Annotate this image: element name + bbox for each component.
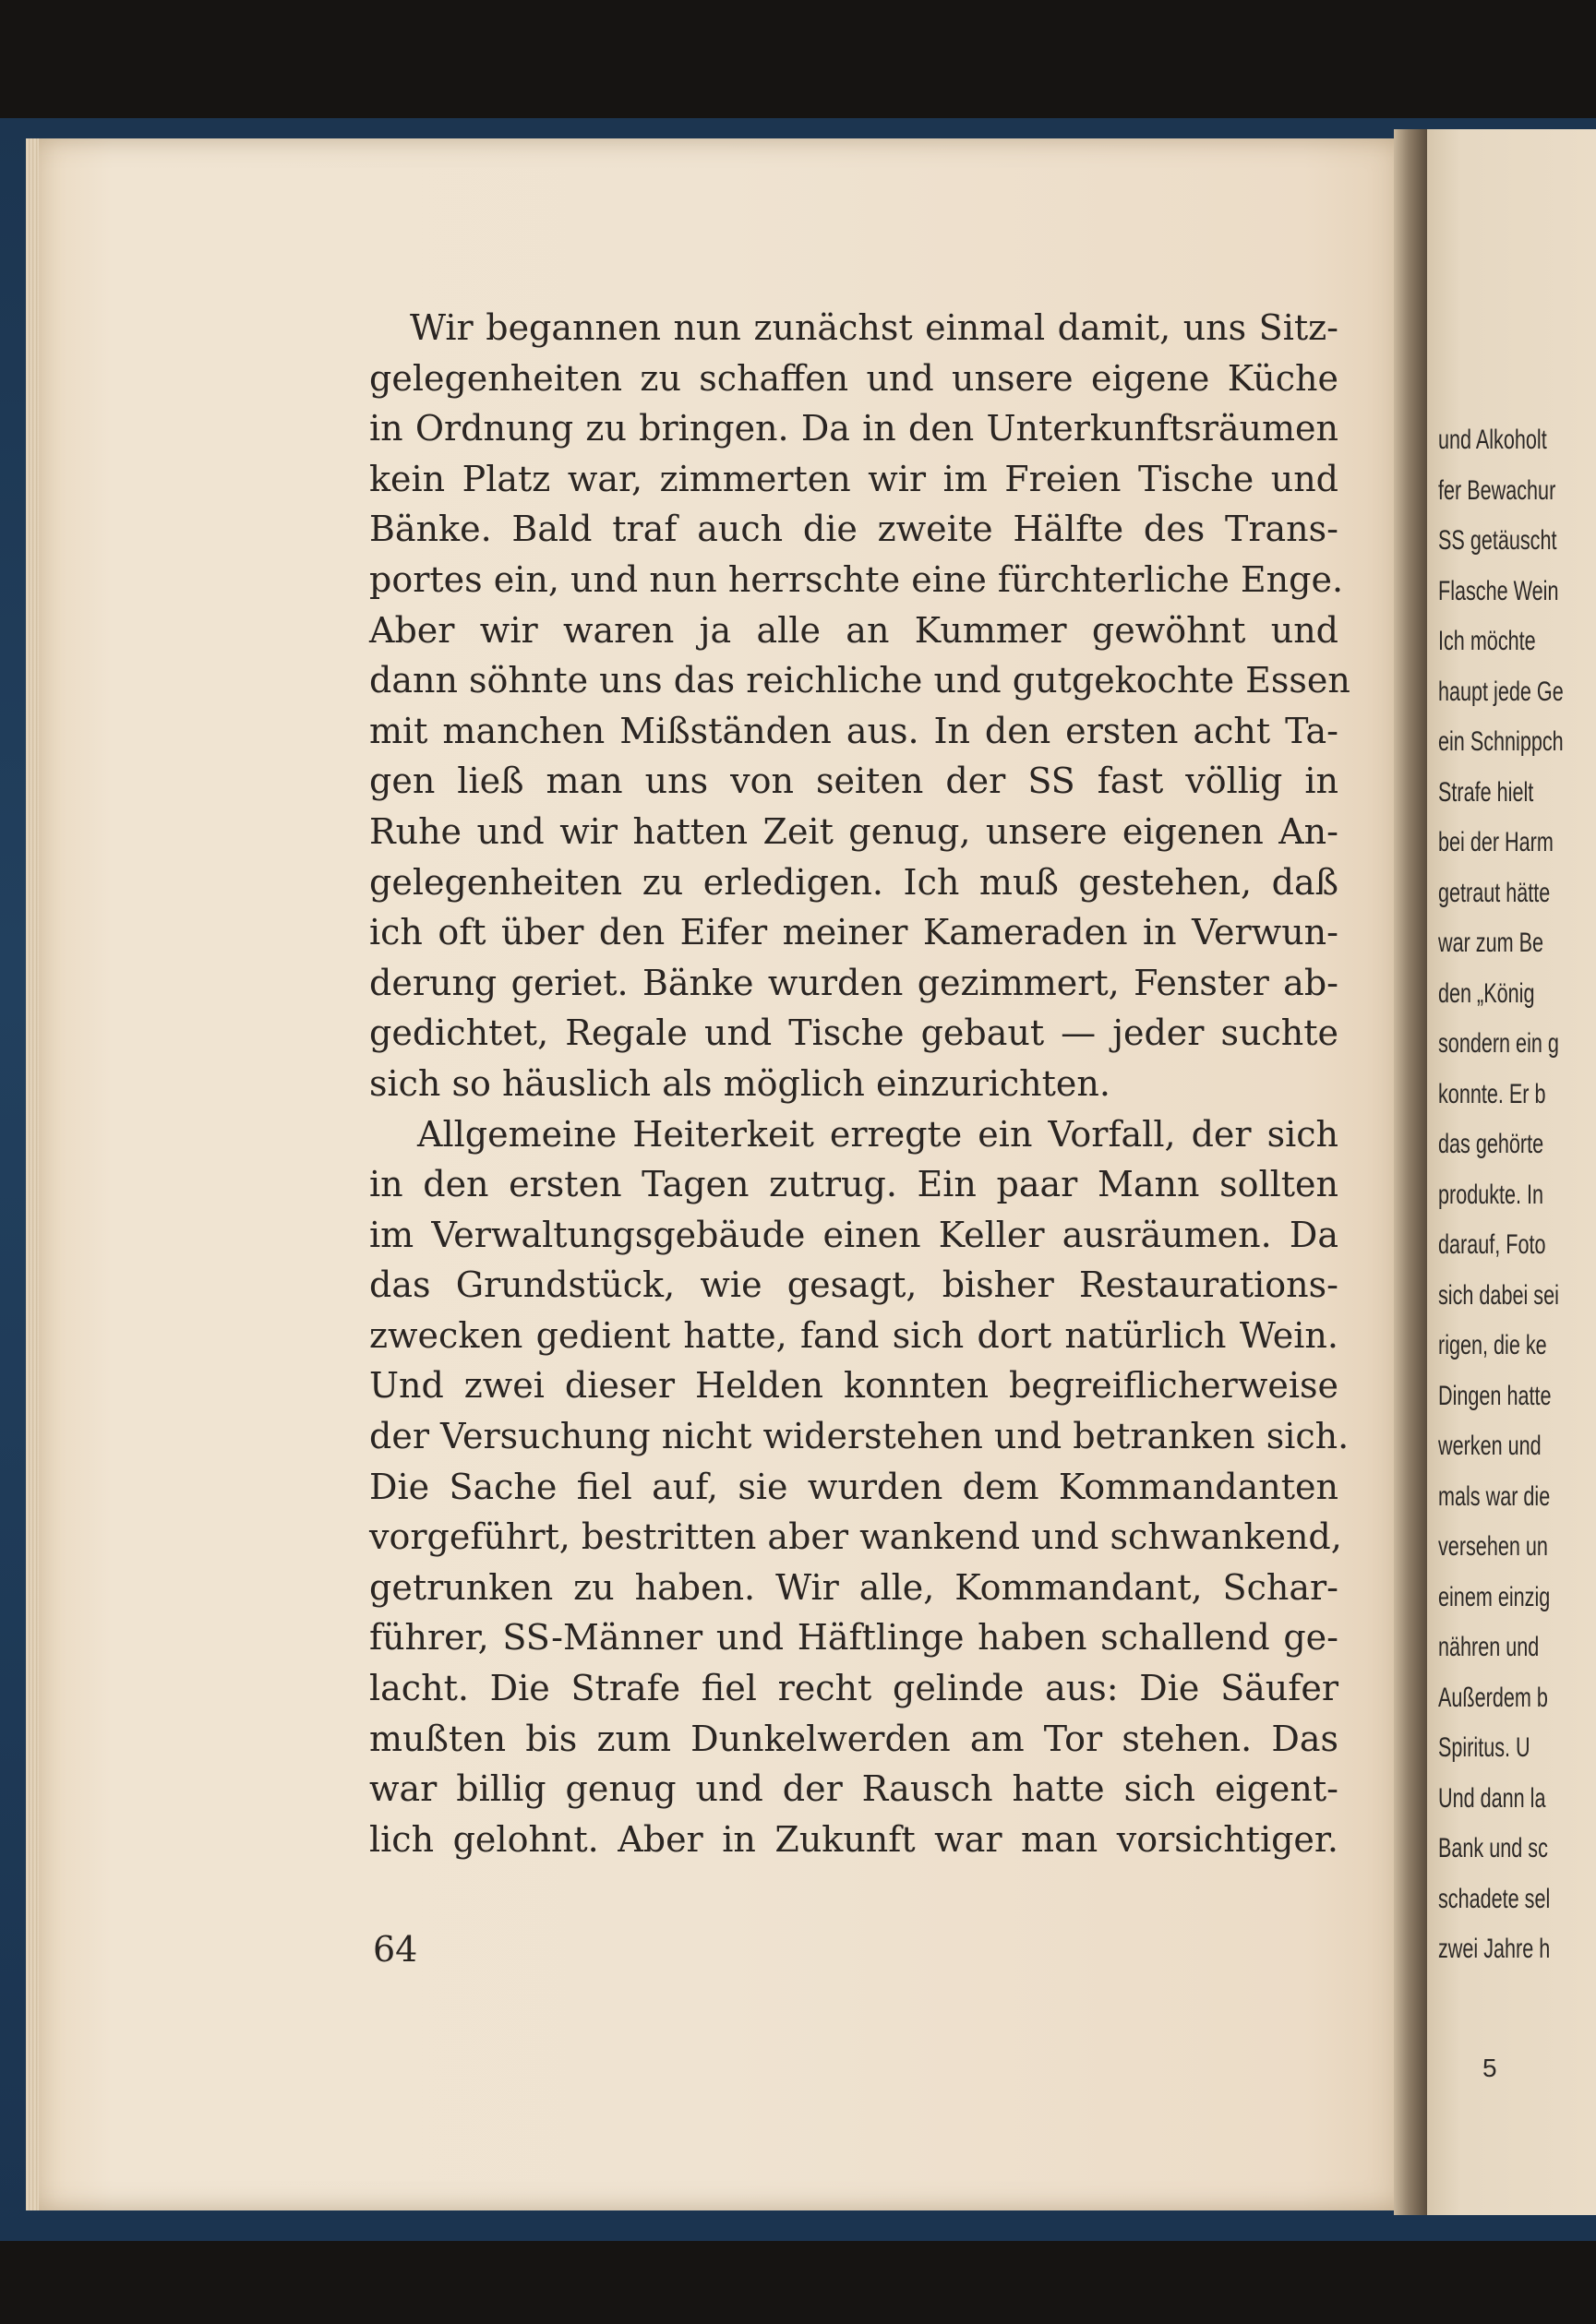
text-line: sondern ein g [1438, 1028, 1559, 1059]
text-line: Und dann la [1438, 1782, 1546, 1814]
text-line: getrunken zu haben. Wir alle, Kommandant, Schar- [369, 1566, 1338, 1608]
text-line: haupt jede Ge [1438, 676, 1564, 707]
text-line: Die Sache fiel auf, sie wurden dem Kommandanten [369, 1466, 1338, 1507]
text-line: bei der Harm [1438, 827, 1554, 857]
text-line: portes ein, und nun herrschte eine fürchterliche Enge. [369, 558, 1344, 600]
text-line: Und zwei dieser Helden konnten begreiflicherweise [369, 1365, 1338, 1407]
text-line: sich so häuslich als möglich einzurichten. [369, 1062, 1110, 1104]
text-line: getraut hätte [1438, 877, 1551, 908]
text-line: Flasche Wein [1438, 575, 1559, 606]
text-line: Allgemeine Heiterkeit erregte ein Vorfall, der sich [417, 1113, 1338, 1155]
text-line: mußten bis zum Dunkelwerden am Tor stehen. Das [369, 1718, 1338, 1759]
text-line: im Verwaltungsgebäude einen Keller ausräumen. Da [369, 1214, 1338, 1255]
text-line: sich dabei sei [1438, 1279, 1559, 1311]
text-line: mals war die [1438, 1480, 1551, 1512]
text-line: in Ordnung zu bringen. Da in den Unterkunftsräumen [369, 408, 1338, 449]
text-line: mit manchen Mißständen aus. In den ersten acht Ta- [369, 710, 1338, 751]
text-line: führer, SS-Männer und Häftlinge haben schallend ge- [369, 1617, 1338, 1659]
text-line: gelegenheiten zu schaffen und unsere eigene Küche [369, 357, 1338, 399]
text-line: zwei Jahre h [1438, 1934, 1551, 1964]
text-line: das gehörte [1438, 1129, 1544, 1159]
text-line: das Grundstück, wie gesagt, bisher Restaurations- [369, 1264, 1338, 1306]
page-edge [26, 138, 39, 2210]
text-line: Spiritus. U [1438, 1732, 1530, 1763]
text-line: der Versuchung nicht widerstehen und betranken sich. [369, 1416, 1350, 1457]
text-line: konnte. Er b [1438, 1078, 1546, 1109]
text-line: produkte. In [1438, 1179, 1544, 1210]
text-line: ein Schnippch [1438, 726, 1564, 757]
page-number: 5 [1482, 2054, 1497, 2082]
text-line: werken und [1438, 1431, 1542, 1461]
text-line: war billig genug und der Rausch hatte sich eigent- [369, 1768, 1338, 1810]
text-line: lich gelohnt. Aber in Zukunft war man vorsichtiger. [369, 1818, 1338, 1860]
right-page [1427, 129, 1596, 2215]
text-line: darauf, Foto [1438, 1229, 1546, 1260]
text-line: derung geriet. Bänke wurden gezimmert, Fenster ab- [369, 962, 1338, 1003]
left-page-text [369, 303, 1350, 1864]
text-line: Außerdem b [1438, 1682, 1548, 1713]
text-line: Ich möchte [1438, 626, 1536, 656]
text-line: vorgeführt, bestritten aber wankend und schwankend, [369, 1516, 1342, 1558]
text-line: rigen, die ke [1438, 1330, 1547, 1360]
text-line: war zum Be [1438, 928, 1544, 958]
text-line: schadete sel [1438, 1883, 1551, 1914]
text-line: Bänke. Bald traf auch die zweite Hälfte des Trans- [369, 509, 1338, 550]
text-line: Aber wir waren ja alle an Kummer gewöhnt und [369, 609, 1338, 651]
text-line: Ruhe und wir hatten Zeit genug, unsere eigenen An- [369, 810, 1338, 852]
right-page-text [1438, 415, 1564, 1975]
book-gutter [1394, 129, 1427, 2215]
text-line: gen ließ man uns von seiten der SS fast völlig in [369, 761, 1338, 802]
text-line: kein Platz war, zimmerten wir im Freien Tische und [369, 458, 1338, 499]
text-line: dann söhnte uns das reichliche und gutgekochte Essen [369, 660, 1350, 701]
text-line: lacht. Die Strafe fiel recht gelinde aus: Die Säufer [369, 1668, 1338, 1709]
text-line: gelegenheiten zu erledigen. Ich muß gestehen, daß [369, 861, 1338, 903]
text-line: einem einzig [1438, 1581, 1551, 1612]
text-line: ich oft über den Eifer meiner Kameraden in Verwun- [369, 912, 1338, 953]
text-line: Strafe hielt [1438, 776, 1534, 808]
text-line: den „König [1438, 977, 1535, 1009]
text-line: SS getäuscht [1438, 525, 1557, 556]
text-line: zwecken gedient hatte, fand sich dort natürlich Wein. [369, 1314, 1338, 1356]
text-line: Wir begannen nun zunächst einmal damit, uns Sitz- [410, 307, 1338, 348]
text-line: Bank und sc [1438, 1833, 1548, 1863]
text-line: fer Bewachur [1438, 474, 1556, 506]
text-line: in den ersten Tagen zutrug. Ein paar Mann sollten [369, 1164, 1338, 1205]
page-number: 64 [373, 1929, 418, 1970]
text-line: gedichtet, Regale und Tische gebaut — jeder suchte [369, 1012, 1338, 1054]
text-line: nähren und [1438, 1632, 1540, 1662]
text-line: und Alkoholt [1438, 425, 1547, 455]
text-line: Dingen hatte [1438, 1380, 1552, 1411]
text-line: versehen un [1438, 1531, 1548, 1562]
